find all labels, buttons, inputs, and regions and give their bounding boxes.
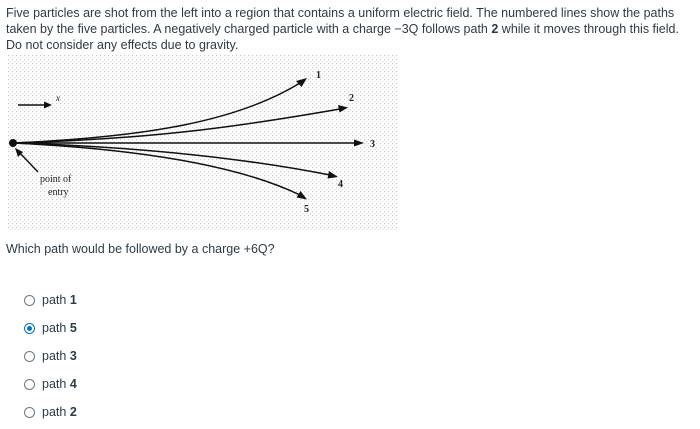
radio-button[interactable] <box>24 351 35 362</box>
path-label-2: 2 <box>349 93 354 104</box>
option-path-4[interactable] <box>24 370 77 398</box>
option-path-3[interactable] <box>24 342 77 370</box>
question-text-part1: Five particles are shot from the left into a region that contains a uniform electric field. The numbered lines show the paths taken by the five particles. A negatively charged particle with a charge −3Q follows path <box>6 6 675 36</box>
option-label: path 5 <box>42 321 77 335</box>
radio-button-selected[interactable] <box>24 323 35 334</box>
option-label: path 4 <box>42 377 77 391</box>
path-label-1: 1 <box>316 70 321 81</box>
radio-button[interactable] <box>24 379 35 390</box>
radio-button[interactable] <box>24 407 35 418</box>
option-label: path 1 <box>42 293 77 307</box>
option-label: path 2 <box>42 405 77 419</box>
x-axis-label: x <box>56 93 60 103</box>
electric-field-diagram <box>8 55 398 231</box>
question-prompt: Which path would be followed by a charge +6Q? <box>6 242 275 256</box>
question-text-part2: while it moves through this field. Do not consider any effects due to gravity. <box>6 22 679 52</box>
radio-button[interactable] <box>24 295 35 306</box>
path-label-3: 3 <box>370 139 375 150</box>
option-path-1[interactable] <box>24 286 77 314</box>
path-label-4: 4 <box>338 179 343 190</box>
option-label: path 3 <box>42 349 77 363</box>
entry-label-line1: point of <box>40 174 72 185</box>
path-label-5: 5 <box>304 204 309 215</box>
entry-label-line2: entry <box>48 187 69 198</box>
answer-options <box>24 286 77 426</box>
question-text <box>6 5 698 53</box>
question-path-number: 2 <box>491 22 499 36</box>
option-path-5[interactable] <box>24 314 77 342</box>
option-path-2[interactable] <box>24 398 77 426</box>
